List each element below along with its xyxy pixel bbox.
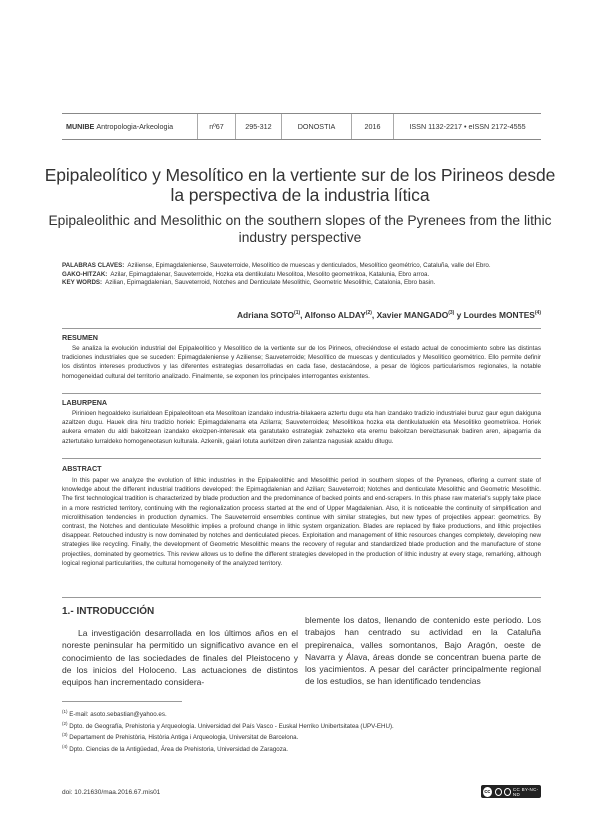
by-icon <box>495 788 502 796</box>
author-affiliation: (4) <box>534 310 541 317</box>
keywords-text: Aziliense, Epimagdaleniense, Sauveterroide, Mesolítico de muescas y denticulados, Mesolítico geométrico, Cataluña, valle del Ebro. <box>127 262 491 269</box>
page-range: 295-312 <box>236 114 282 139</box>
footnote-text: Dpto. de Geografía, Prehistoria y Arqueología. Universidad del País Vasco - Euskal Herriko Unibertsitatea (UPV-EHU). <box>69 722 394 730</box>
footnote <box>62 720 541 732</box>
title-english: Epipaleolithic and Mesolithic on the southern slopes of the Pyrenees from the lithic industry perspective <box>48 213 552 245</box>
resumen-text: Se analiza la evolución industrial del Epipaleolítico y Mesolítico de la vertiente sur de los Pirineos, ofreciéndose el estado actual de conocimiento sobre las distintas tradiciones industriales que se suceden: Epimagdaleniense y Aziliense; Sauveterroide; Mesolítico de muescas y denticulados y Mesolítico geométrico. Ello permite definir los distintos intereses productivos y las diferentes estrategias desarrolladas en cada fase, destacándose, a pesar de lógicos particularismos regionales, la notable homogeneidad cultural del territorio analizado. Finalmente, se exponen los principales interrogantes existentes. <box>62 345 541 380</box>
footnote-mark: (3) <box>62 732 68 738</box>
author-name: Lourdes MONTES <box>463 310 535 320</box>
cc-icon: cc <box>484 788 491 795</box>
divider <box>62 597 541 598</box>
license-label: CC BY-NC-ND <box>512 786 539 797</box>
keywords-text: Azilian, Epimagdalenian, Sauveterroid, Notches and Denticulate Mesolithic, Geometric Mesolithic, Catalonia, Ebro basin. <box>105 279 436 287</box>
cc-license-badge[interactable] <box>481 785 541 798</box>
author-affiliation: (2) <box>365 310 372 317</box>
divider <box>62 458 541 459</box>
footnote-mark: (4) <box>62 743 68 749</box>
keywords-block <box>62 262 541 288</box>
footnote-divider <box>62 701 182 702</box>
intro-column-left: La investigación desarrollada en los últimos años en el noreste peninsular ha permitido un significativo avance en el conocimiento de las sociedades de finales del Pleistoceno y de los inicios del Holoceno. Las actuaciones de distintos equipos han incrementado considera- <box>62 628 298 688</box>
keywords-text: Azilar, Epimagdalenar, Sauveterroide, Hozka eta dentikulatu Mesolitoa, Mesolito geometrikoa, Katalunia, Ebro arroa. <box>110 270 430 278</box>
keywords-label: PALABRAS CLAVES: <box>62 262 125 269</box>
abstract-text: In this paper we analyze the evolution of lithic industries in the Epipaleolithic and Mesolithic period in southern slopes of the Pyrenees, offering a current state of knowledge about the different industrial traditions developed: the Epimagdalenian and Azilian; Sauveterroid; Notches and denticulate Mesolithic and Geometric Mesolithic. The first technological tradition is characterized by blade production and the predominance of backed points and end-scrapers. In this phase raw material's supply take place in a more restricted territory, continuing with the regionalization process started at the end of Upper Magdalenian. Also, it is noticeable the continuity of simplification and microlithisation tendencies in production dynamics. The Sauveterroid ensembles continue with similar strategies, but new types of projectiles appear: geometrics. By contrast, the Notches and denticulate Mesolithic implies a profound change in lithic system organization. Blades are replaced by flake productions, and lithic projectiles disappear. Retouched industry is now dominated by notches and denticulated pieces. Exploitation and management of lithic resources changes completely, developing new strategies like recycling. Finally, the development of Geometric Mesolithic means the recovery of regular and standardized blade production and the manufacture of stone projectiles, dominated by geometrics. This review allows us to define the different strategies developed in the production of lithic industry at every stage, remarking, although logical regional particularities, the cultural homogeneity of the analyzed territory. <box>62 477 541 567</box>
author-separator: , <box>300 310 305 320</box>
footnote-text: Dpto. Ciencias de la Antigüedad, Área de Prehistoria, Universidad de Zaragoza. <box>69 746 288 754</box>
author-affiliation: (1) <box>294 310 301 317</box>
keywords-es <box>62 262 541 271</box>
authors-line <box>62 310 541 320</box>
intro-column-right: blemente los datos, llenando de contenido este periodo. Los trabajos han centrado su actividad en la Cataluña prepirenaica, valles somontanos, Bajo Aragón, oeste de Navarra y Álava, áreas donde se concentran buena parte de los yacimientos. A pesar del carácter principalmente regional de los estudios, se han identificado tendencias <box>305 615 541 687</box>
footnote-text: Departament de Prehistòria, Història Antiga i Arqueologia, Universitat de Barcelona. <box>69 734 299 742</box>
doi[interactable]: doi: 10.21630/maa.2016.67.mis01 <box>62 789 161 796</box>
journal-name <box>62 114 198 139</box>
footnote-mark: (2) <box>62 720 68 726</box>
footnote <box>62 731 541 743</box>
divider <box>62 393 541 394</box>
laburpena-text: Pirinioen hegoaldeko isurialdean Epipaleolitoan eta Mesolitoan izandako industria-bilakaera aztertu dugu eta han izandako tradizio industrialei buruz gaur egun dakiguna azaltzen dugu. Hauek dira hiru tradizio horiek: Epimagdalenarra eta Azilarra; Sauveterroidea; Mesolitikoa hozka eta dentikulatuekin eta Mesolitiko geometrikoa. Horiek aukera ematen du aldi bakoitzean izandako ekoizpen-interesak eta garatutako estrategiak zehazteko eta erernu bakoitzan bereiztasunak badiren aren, aipagarria da aztertutako lurraldeko homogeneotasun kulturala. Azkenik, gaiari lotuta aurkitzen diren zalantza nagusiak azaldu ditugu. <box>62 410 541 445</box>
author-name: Xavier MANGADO <box>376 310 449 320</box>
resumen-heading: RESUMEN <box>62 333 98 342</box>
title-spanish: Epipaleolítico y Mesolítico en la vertiente sur de los Pirineos desde la perspectiva de la industria lítica <box>44 165 556 205</box>
year: 2016 <box>352 114 394 139</box>
keywords-eu <box>62 271 541 280</box>
issn: ISSN 1132-2217 • eISSN 2172-4555 <box>409 122 526 131</box>
author-conjunction: y <box>454 310 464 320</box>
author-separator: , <box>371 310 377 320</box>
journal-subtitle: Antropologia-Arkeologia <box>96 122 174 131</box>
author-affiliation: (3) <box>448 310 455 317</box>
footnote <box>62 708 541 720</box>
footnotes <box>62 708 541 755</box>
keywords-en <box>62 279 541 288</box>
nc-icon <box>504 788 511 796</box>
journal-title: MUNIBE <box>66 122 95 131</box>
divider <box>62 328 541 329</box>
author-name: Adriana SOTO <box>236 310 295 320</box>
laburpena-heading: LABURPENA <box>62 398 108 407</box>
journal-header <box>62 113 541 140</box>
keywords-label: GAKO-HITZAK: <box>62 270 108 278</box>
footnote <box>62 743 541 755</box>
author-name: Alfonso ALDAY <box>304 310 366 320</box>
keywords-label: KEY WORDS: <box>62 279 103 287</box>
footnote-text: E-mail: asoto.sebastian@yahoo.es. <box>69 711 167 719</box>
issue-number: nº67 <box>198 114 236 139</box>
section-heading: 1.- INTRODUCCIÓN <box>62 606 155 617</box>
abstract-heading: ABSTRACT <box>62 464 102 473</box>
place: DONOSTIA <box>282 114 352 139</box>
footnote-mark: (1) <box>62 709 68 714</box>
